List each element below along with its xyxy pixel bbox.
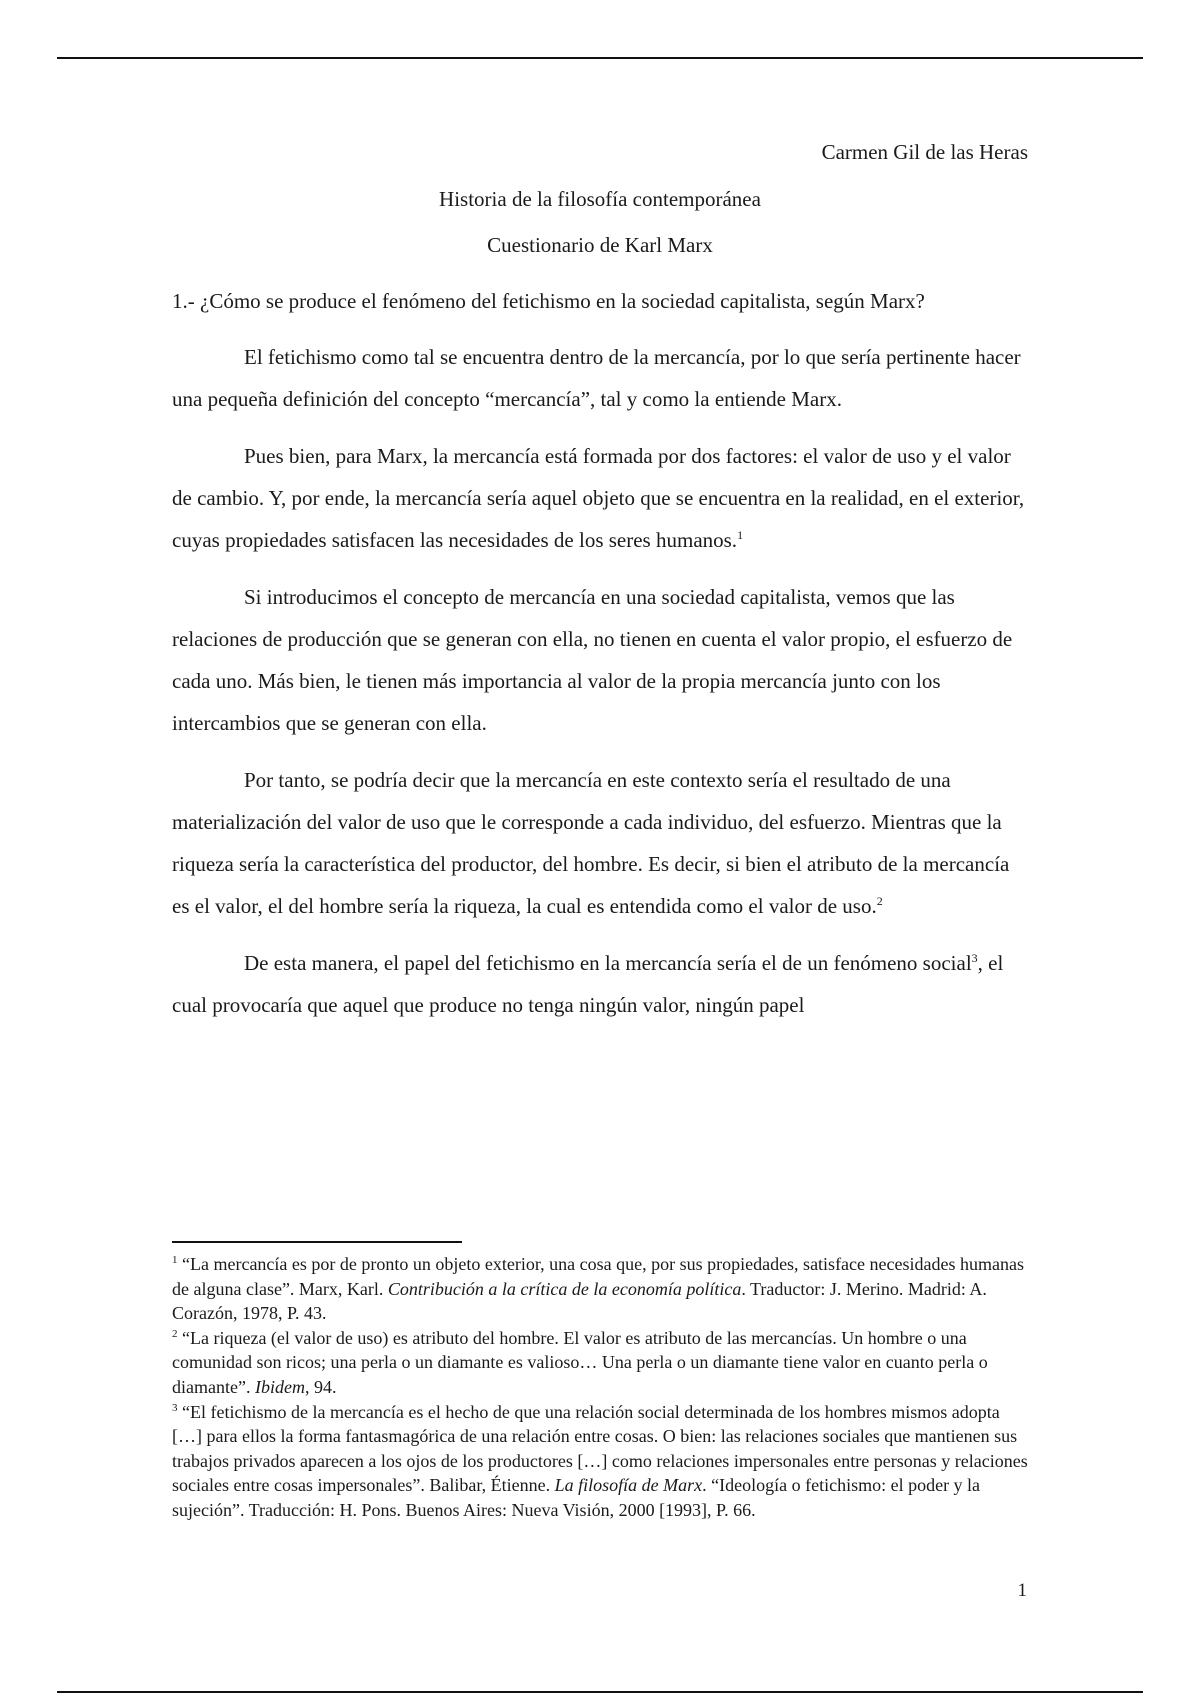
paragraph-3: Si introducimos el concepto de mercancía en una sociedad capitalista, vemos que las relaciones de producción que se generan con ella, no tienen en cuenta el valor propio, el esfuerzo de cada uno. Más bien, le tienen más importancia al valor de la propia mercancía junto con los intercambios que se generan con ella. [172,585,1013,735]
footnote-1 [172,1252,1032,1326]
footnote-number: 2 [172,1327,178,1340]
footnote-separator [172,1241,462,1243]
paragraph-4 [172,759,1030,927]
footnote-text: “La mercancía es por de pronto un objeto exterior, una cosa que, por sus propiedades, satisface necesidades humanas de alguna clase”. Marx, Karl. [172,1254,1024,1299]
question-text: 1.- ¿Cómo se produce el fenómeno del fetichismo en la sociedad capitalista, según Marx? [172,289,925,313]
paragraph-5-text-start: De esta manera, el papel del fetichismo en la mercancía sería el de un fenómeno social [244,951,972,975]
footnote-text-end: . “Ideología o fetichismo: el poder y la sujeción”. Traducción: H. Pons. Buenos Aires: Nueva Visión, 2000 [1993], P. 66. [172,1475,981,1520]
footnote-italic-title: Ibidem [254,1376,305,1397]
footnote-2 [172,1326,1032,1400]
footnotes [172,1252,1032,1523]
course-subject: Historia de la filosofía contemporánea [439,187,761,211]
footnote-text-end: , 94. [304,1376,337,1397]
footnote-italic-title: Contribución a la crítica de la economía política [387,1278,742,1299]
paragraph-2 [172,435,1030,561]
paragraph-4-text: Por tanto, se podría decir que la mercancía en este contexto sería el resultado de una materialización del valor de uso que le corresponde a cada individuo, del esfuerzo. Mientras que la riqueza sería la característica del productor, del hombre. Es decir, si bien el atributo de la mercancía es el valor, el del hombre sería la riqueza, la cual es entendida como el valor de uso. [172,768,1010,918]
paragraph-1: El fetichismo como tal se encuentra dentro de la mercancía, por lo que sería pertinente hacer una pequeña definición del concepto “mercancía”, tal y como la entiende Marx. [172,345,1021,411]
paragraph-5-text-end: , el cual provocaría que aquel que produce no tenga ningún valor, ningún papel [172,951,1004,1017]
footnote-text-end: . Traductor: J. Merino. Madrid: A. Corazón, 1978, P. 43. [172,1278,987,1324]
page-bottom-rule [57,1691,1143,1693]
document-title: Cuestionario de Karl Marx [487,233,713,257]
author-name: Carmen Gil de las Heras [821,140,1028,164]
footnote-3 [172,1400,1032,1523]
paragraph-2-text: Pues bien, para Marx, la mercancía está formada por dos factores: el valor de uso y el valor de cambio. Y, por ende, la mercancía sería aquel objeto que se encuentra en la realidad, en el exterior, cuyas propiedades satisfacen las necesidades de los seres humanos. [172,444,1025,552]
footnote-number: 1 [172,1254,178,1266]
footnote-ref-2[interactable]: 2 [876,894,883,908]
footnote-text: “El fetichismo de la mercancía es el hecho de que una relación social determinada de los hombres mismos adopta […] para ellos la forma fantasmagórica de una relación entre cosas. O bien: las relaciones sociales que mantienen sus trabajos privados aparecen a los ojos de los productores […] como relaciones impersonales entre personas y relaciones sociales entre cosas impersonales”. Balibar, Étienne. [172,1401,1028,1496]
footnote-italic-title: La filosofía de Marx [554,1475,703,1496]
footnote-ref-3[interactable]: 3 [971,951,978,965]
page-number: 1 [1017,1580,1027,1601]
footnote-number: 3 [172,1401,178,1414]
paragraph-5 [172,942,1030,1026]
page-top-rule [57,57,1143,59]
footnote-text: “La riqueza (el valor de uso) es atributo del hombre. El valor es atributo de las mercancías. Un hombre o una comunidad son ricos; una perla o un diamante es valioso… Una perla o un diamante tiene valor en cuanto perla o diamante”. [172,1327,988,1397]
document-body [172,280,1030,1041]
footnote-ref-1[interactable]: 1 [737,528,744,542]
